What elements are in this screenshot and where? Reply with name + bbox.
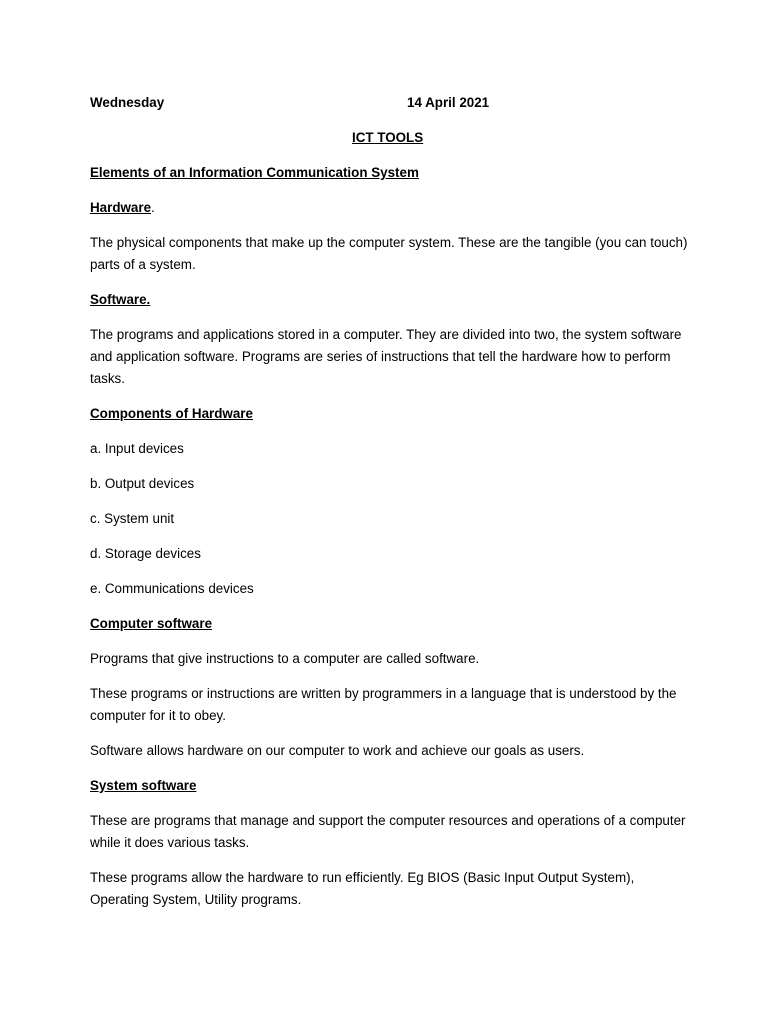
hardware-heading: Hardware [90, 200, 152, 215]
document-title: ICT TOOLS [352, 130, 424, 145]
hardware-paragraph: The physical components that make up the computer system. These are the tangible (you can touch) parts of a system. [90, 235, 688, 272]
software-paragraph: The programs and applications stored in a computer. They are divided into two, the system software and application software. Programs are series of instructions that tell the hardware how to perform tasks. [90, 327, 682, 386]
day-label: Wednesday [90, 95, 165, 110]
components-heading: Components of Hardware [90, 406, 253, 421]
hardware-heading-period: . [151, 200, 155, 215]
computer-software-heading: Computer software [90, 616, 213, 631]
software-heading: Software. [90, 292, 151, 307]
list-item: a. Input devices [90, 441, 184, 456]
system-software-paragraph-1: These are programs that manage and support the computer resources and operations of a computer while it does various tasks. [90, 813, 686, 850]
components-list [90, 438, 690, 600]
system-software-heading: System software [90, 778, 197, 793]
hardware-heading-line [90, 197, 690, 219]
date-line [90, 92, 690, 114]
computer-software-paragraph-2: These programs or instructions are written by programmers in a language that is understood by the computer for it to obey. [90, 686, 677, 723]
computer-software-paragraph-3: Software allows hardware on our computer to work and achieve our goals as users. [90, 743, 585, 758]
list-item: d. Storage devices [90, 546, 201, 561]
document-body [90, 92, 690, 924]
computer-software-paragraph-1: Programs that give instructions to a computer are called software. [90, 651, 480, 666]
list-item: e. Communications devices [90, 581, 254, 596]
list-item: c. System unit [90, 511, 175, 526]
date-label: 14 April 2021 [407, 95, 490, 110]
system-software-paragraph-2: These programs allow the hardware to run efficiently. Eg BIOS (Basic Input Output System), Operating System, Utility programs. [90, 870, 635, 907]
elements-heading: Elements of an Information Communication System [90, 165, 419, 180]
list-item: b. Output devices [90, 476, 195, 491]
